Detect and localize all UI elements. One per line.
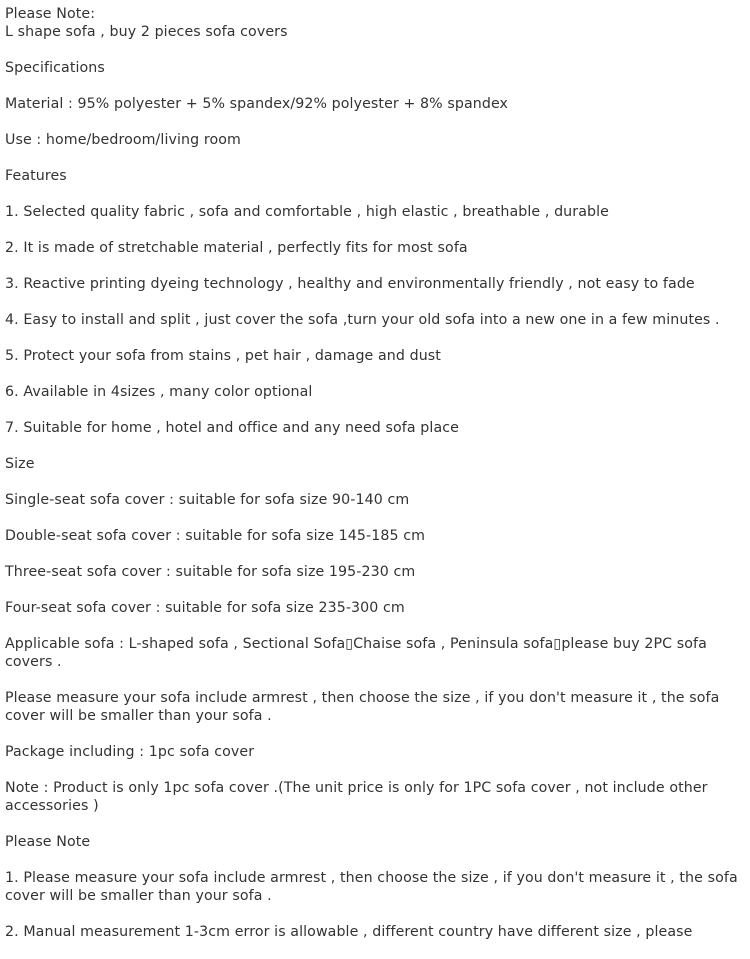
size-item: Three-seat sofa cover : suitable for sofa size 195-230 cm xyxy=(5,564,416,580)
size-item: Four-seat sofa cover : suitable for sofa size 235-300 cm xyxy=(5,600,405,616)
size-item: Double-seat sofa cover : suitable for sofa size 145-185 cm xyxy=(5,528,426,544)
feature-item: 1. Selected quality fabric , sofa and comfortable , high elastic , breathable , durable xyxy=(5,204,609,220)
note-line: L shape sofa , buy 2 pieces sofa covers xyxy=(5,24,288,40)
note-item: 1. Please measure your sofa include armrest , then choose the size , if you don't measure it , the sofa cover will be smaller than your sofa . xyxy=(5,870,738,904)
package-including: Package including : 1pc sofa cover xyxy=(5,744,255,760)
note-item: 2. Manual measurement 1-3cm error is allowable , different country have different size , please xyxy=(5,924,693,940)
feature-item: 6. Available in 4sizes , many color optional xyxy=(5,384,313,400)
feature-item: 2. It is made of stretchable material , perfectly fits for most sofa xyxy=(5,240,468,256)
feature-item: 3. Reactive printing dyeing technology , healthy and environmentally friendly , not easy to fade xyxy=(5,276,695,292)
product-note: Note : Product is only 1pc sofa cover .(The unit price is only for 1PC sofa cover , not include other accessories ) xyxy=(5,780,708,814)
measure-instruction: Please measure your sofa include armrest , then choose the size , if you don't measure it , the sofa cover will be smaller than your sofa . xyxy=(5,690,720,724)
specifications-heading: Specifications xyxy=(5,60,105,76)
feature-item: 7. Suitable for home , hotel and office and any need sofa place xyxy=(5,420,459,436)
material-spec: Material : 95% polyester + 5% spandex/92% polyester + 8% spandex xyxy=(5,96,509,112)
applicable-sofa: Applicable sofa : L-shaped sofa , Sectional Sofa▯Chaise sofa , Peninsula sofa▯please buy 2PC sofa covers . xyxy=(5,636,707,670)
feature-item: 4. Easy to install and split , just cover the sofa ,turn your old sofa into a new one in a few minutes . xyxy=(5,312,720,328)
size-heading: Size xyxy=(5,456,35,472)
use-spec: Use : home/bedroom/living room xyxy=(5,132,241,148)
note-heading: Please Note: xyxy=(5,6,96,22)
product-description xyxy=(5,5,741,959)
please-note-heading: Please Note xyxy=(5,834,91,850)
feature-item: 5. Protect your sofa from stains , pet hair , damage and dust xyxy=(5,348,441,364)
features-heading: Features xyxy=(5,168,67,184)
size-item: Single-seat sofa cover : suitable for sofa size 90-140 cm xyxy=(5,492,410,508)
